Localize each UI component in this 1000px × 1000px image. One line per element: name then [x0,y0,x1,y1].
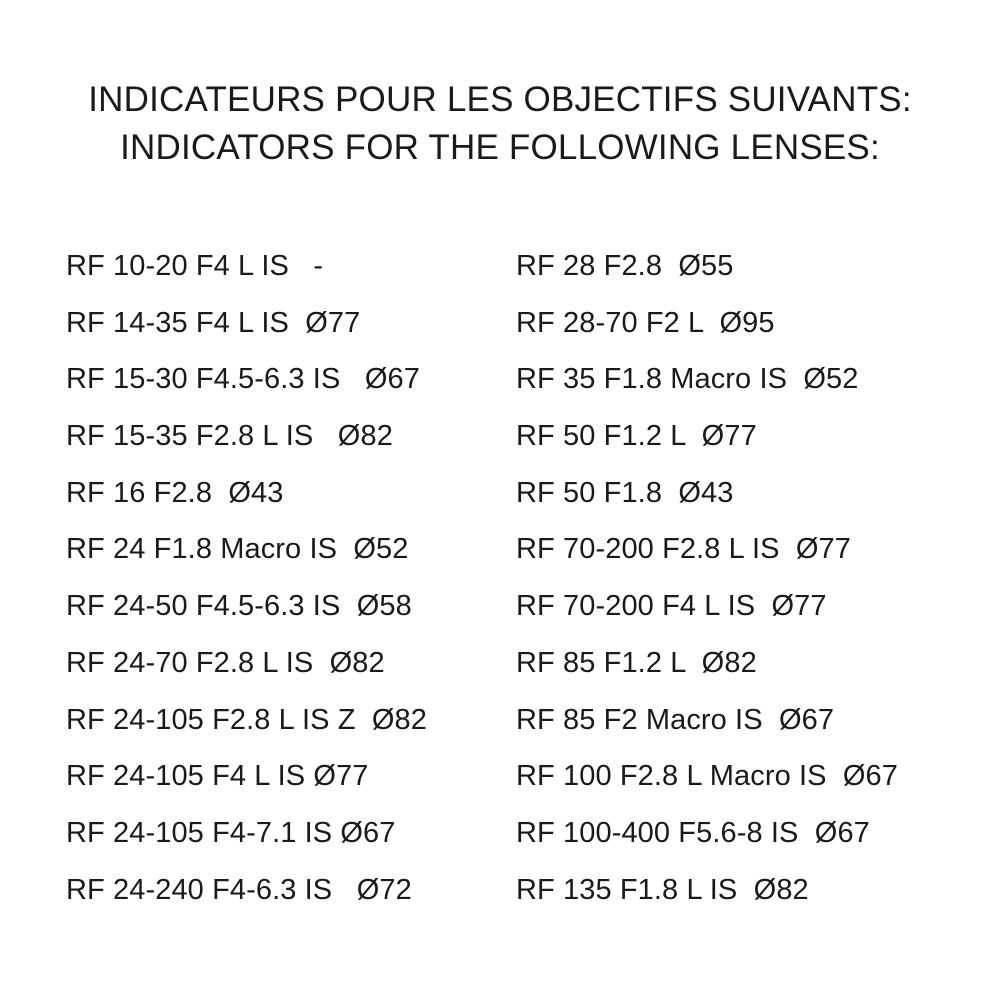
lens-item: RF 70-200 F4 L IS Ø77 [516,590,827,623]
lens-list-right [516,238,898,918]
lens-item: RF 24-240 F4-6.3 IS Ø72 [66,873,412,906]
lens-item: RF 10-20 F4 L IS - [66,250,324,282]
lens-item: RF 28 F2.8 Ø55 [516,250,734,282]
lens-item: RF 85 F1.2 L Ø82 [516,646,757,679]
lens-item: RF 24-70 F2.8 L IS Ø82 [66,646,385,679]
lens-item: RF 85 F2 Macro IS Ø67 [516,703,835,736]
lens-item: RF 24-105 F4-7.1 IS Ø67 [66,816,396,849]
lens-item: RF 16 F2.8 Ø43 [66,476,284,509]
lens-item: RF 50 F1.8 Ø43 [516,476,734,509]
lens-item: RF 15-35 F2.8 L IS Ø82 [66,420,393,453]
title-line-english: INDICATORS FOR THE FOLLOWING LENSES: [120,128,880,167]
lens-item: RF 24-105 F4 L IS Ø77 [66,760,369,793]
lens-item: RF 135 F1.8 L IS Ø82 [516,873,809,906]
lens-item: RF 28-70 F2 L Ø95 [516,306,775,339]
title-line-french: INDICATEURS POUR LES OBJECTIFS SUIVANTS: [88,80,912,119]
lens-item: RF 35 F1.8 Macro IS Ø52 [516,363,859,396]
lens-item: RF 24 F1.8 Macro IS Ø52 [66,533,409,566]
lens-item: RF 14-35 F4 L IS Ø77 [66,306,361,339]
lens-item: RF 24-105 F2.8 L IS Z Ø82 [66,703,427,736]
lens-list-left [66,238,427,918]
lens-item: RF 100 F2.8 L Macro IS Ø67 [516,760,899,793]
lens-item: RF 50 F1.2 L Ø77 [516,420,757,453]
lens-item: RF 70-200 F2.8 L IS Ø77 [516,533,851,566]
page-title [0,76,1000,172]
lens-item: RF 15-30 F4.5-6.3 IS Ø67 [66,363,420,396]
lens-item: RF 24-50 F4.5-6.3 IS Ø58 [66,590,412,623]
lens-item: RF 100-400 F5.6-8 IS Ø67 [516,816,870,849]
